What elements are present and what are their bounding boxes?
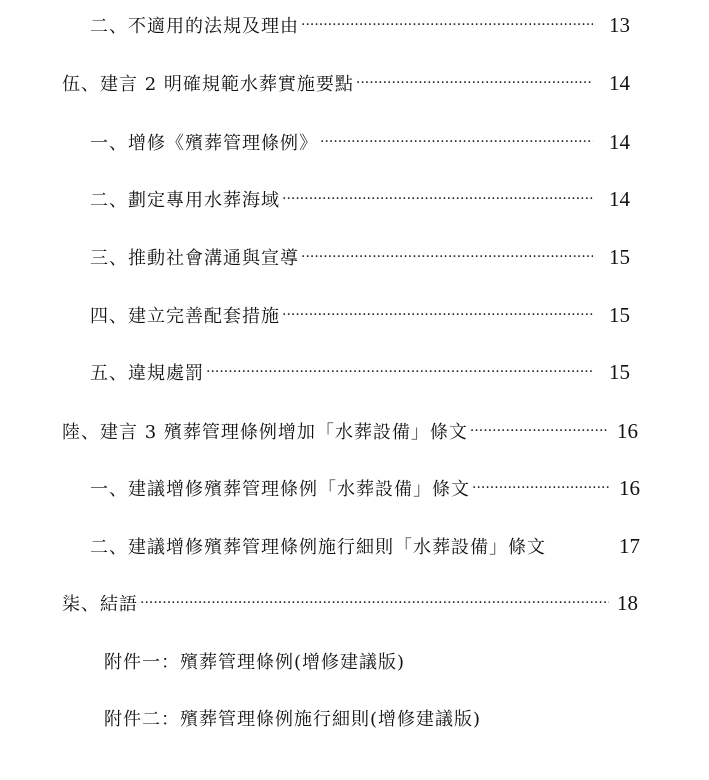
dot-leader bbox=[301, 17, 593, 33]
toc-entry-page: 14 bbox=[609, 70, 630, 95]
toc-entry-page: 14 bbox=[609, 186, 630, 211]
toc-entry[interactable] bbox=[90, 10, 630, 40]
toc-entry-page: 18 bbox=[617, 590, 638, 615]
toc-entry-page: 14 bbox=[609, 129, 630, 154]
toc-entry-page: 16 bbox=[617, 418, 638, 443]
dot-leader bbox=[472, 480, 611, 496]
toc-entry[interactable] bbox=[90, 300, 630, 330]
toc-entry-label: 柒、結語 bbox=[62, 594, 138, 615]
toc-entry-label: 伍、建言 2 明確規範水葬實施要點 bbox=[62, 74, 354, 95]
toc-entry-label: 二、不適用的法規及理由 bbox=[90, 16, 299, 37]
toc-entry-label: 二、建議增修殯葬管理條例施行細則「水葬設備」條文 bbox=[90, 537, 546, 558]
toc-entry[interactable] bbox=[62, 416, 638, 446]
dot-leader bbox=[320, 134, 593, 150]
toc-entry-label: 五、違規處罰 bbox=[90, 363, 204, 384]
dot-leader bbox=[282, 307, 593, 323]
toc-entry[interactable] bbox=[90, 127, 630, 157]
attachment-label: 附件二：殯葬管理條例施行細則(增修建議版) bbox=[104, 709, 482, 730]
dot-leader bbox=[282, 191, 593, 207]
attachment-entry[interactable] bbox=[104, 646, 405, 676]
dot-leader bbox=[301, 249, 593, 265]
toc-entry-label: 三、推動社會溝通與宣導 bbox=[90, 248, 299, 269]
toc-entry-page: 15 bbox=[609, 244, 630, 269]
toc-entry[interactable] bbox=[90, 473, 640, 503]
toc-entry-page: 16 bbox=[619, 475, 640, 500]
dot-leader bbox=[140, 595, 609, 611]
toc-entry[interactable] bbox=[90, 242, 630, 272]
toc-entry-label: 一、建議增修殯葬管理條例「水葬設備」條文 bbox=[90, 479, 470, 500]
attachment-entry[interactable] bbox=[104, 703, 481, 733]
toc-entry-label: 二、劃定專用水葬海域 bbox=[90, 190, 280, 211]
toc-entry-page: 15 bbox=[609, 302, 630, 327]
toc-entry-page: 13 bbox=[609, 12, 630, 37]
toc-entry[interactable] bbox=[90, 531, 640, 561]
dot-leader bbox=[470, 423, 609, 439]
toc-entry[interactable] bbox=[62, 68, 630, 98]
dot-leader bbox=[356, 75, 593, 91]
toc-entry-page: 17 bbox=[619, 533, 640, 558]
toc-entry[interactable] bbox=[90, 357, 630, 387]
toc-entry[interactable] bbox=[90, 184, 630, 214]
attachment-label: 附件一：殯葬管理條例(增修建議版) bbox=[104, 652, 406, 673]
toc-entry-page: 15 bbox=[609, 359, 630, 384]
toc-entry-label: 陸、建言 3 殯葬管理條例增加「水葬設備」條文 bbox=[62, 422, 468, 443]
toc-entry-label: 一、增修《殯葬管理條例》 bbox=[90, 133, 318, 154]
toc-entry-label: 四、建立完善配套措施 bbox=[90, 306, 280, 327]
toc-entry[interactable] bbox=[62, 588, 638, 618]
dot-leader bbox=[206, 364, 593, 380]
